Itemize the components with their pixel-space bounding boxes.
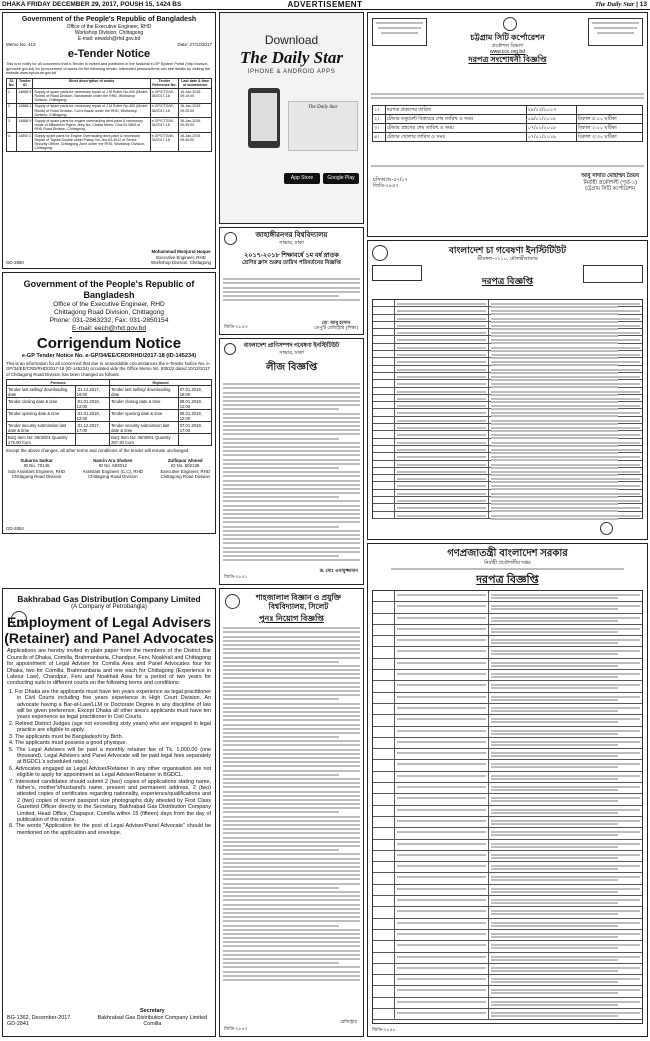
govt-title: গণপ্রজাতন্ত্রী বাংলাদেশ সরকার <box>447 548 568 559</box>
sust-signer: রেজিস্ট্রার <box>339 1019 357 1024</box>
table-cell <box>178 434 211 446</box>
table-cell: e-GP/CTG/W-34/2017-18 <box>150 118 179 133</box>
corr-sig-2: Nasrin Ara Shahen ID No. 603012 Assistant Engineer (C.C), RHD Chittagong Road Division <box>82 457 143 480</box>
table-cell: বিকাল ৩:৩০ ঘটিকা <box>576 133 642 142</box>
ju-headline: ২০১৭-২০১৮ শিক্ষাবর্ষে ১ম বর্ষ স্নাতক <box>244 252 339 259</box>
lri-sub: সাভার, ঢাকা <box>279 350 304 357</box>
etender-division: Workshop Division, Chittagong <box>74 30 144 36</box>
list-item: 8. The words "Application for the post of Legal Adviser/Panel Advocate" should be mentioned on the application and envelope. <box>9 823 211 836</box>
ccc-title: চট্টগ্রাম সিটি কর্পোরেশন <box>470 33 545 42</box>
table-cell: Supply spare parts for Engine Overhauling dent-paint & necessary Repair of Toyota Double cabin Pickup No-Jeo-63-4012 of Senior Security Officer, Chittagong Zone under the RHD, Workshop Division, Chittagong. <box>33 133 150 152</box>
table-row <box>373 106 643 115</box>
ccc-sub: প্রকৌশল বিভাগ <box>491 43 524 49</box>
table-cell: Tender security submission last date & time <box>7 422 76 434</box>
corr-office: Office of the Executive Engineer, RHD <box>53 301 165 308</box>
ccc-logo <box>503 17 517 31</box>
govt-sub: নির্বাহী প্রকৌশলীর দপ্তর <box>484 560 531 566</box>
table-row <box>7 434 212 446</box>
govt-code: জিডি-২৮৫৮ <box>372 1027 396 1032</box>
tea-sub: শ্রীমঙ্গল-৩২১০, মৌলভীবাজার <box>477 256 538 262</box>
jahangirnagar-notice <box>219 227 364 335</box>
table-cell: e-GP/CTG/W-33/2017-18 <box>150 133 179 152</box>
corr-division: Chittagong Road Division, Chittagong <box>54 309 164 316</box>
corr-footer: Except the above changes, all other terms and conditions of the tender will remain unchanged. <box>6 448 190 454</box>
table-row <box>373 133 643 142</box>
bgdcl-logo <box>11 611 27 627</box>
table-cell: :31.12.2017, 16:00 <box>75 386 109 398</box>
etender-memo: Memo No. 413 <box>6 42 36 47</box>
lri-signer: ড. মোঃ এনামুজ্জামান <box>319 568 358 574</box>
table-cell: 4 <box>7 133 17 152</box>
table-row <box>7 89 212 104</box>
list-item: 4. The applicants must possess a good physique. <box>9 740 127 747</box>
table-cell: Tender closing date & time <box>7 398 76 410</box>
etender-signer-title: Executive Engineer, RHD <box>156 254 206 260</box>
tea-institute-notice <box>367 240 648 540</box>
download-platforms: IPHONE & ANDROID APPS <box>247 69 336 75</box>
table-row <box>7 103 212 118</box>
table-cell: 2 <box>7 103 17 118</box>
ccc-code: জিডি-২৮৫৭ <box>373 183 399 190</box>
table-cell: 14888 9 <box>17 118 33 133</box>
table-cell: BoQ Item No: 06/30/01 Quantity 287.30 Cum <box>110 434 179 446</box>
bgdcl-sec-company: Bakhrabad Gas Distribution Company Limited <box>97 1014 207 1021</box>
ju-code: জিডি-২৮৫৩ <box>224 324 248 329</box>
table-cell <box>75 434 109 446</box>
table-row <box>7 398 212 410</box>
govt-notice-title: দরপত্র বিজ্ঞপ্তি <box>476 574 539 586</box>
download-ad <box>219 12 364 224</box>
tea-title: বাংলাদেশ চা গবেষণা ইনস্টিটিউট <box>448 245 567 255</box>
sust-code: জিডি-২৮৫০ <box>224 1026 248 1031</box>
tea-notice-title: দরপত্র বিজ্ঞপ্তি <box>481 276 534 286</box>
table-cell: ৪। <box>373 133 386 142</box>
ju-title: জাহাঙ্গীরনগর বিশ্ববিদ্যালয় <box>255 232 328 239</box>
table-cell: :01.01.2018, 12:00 <box>75 410 109 422</box>
corr-gov: Government of the People's Republic of Bangladesh <box>23 279 195 300</box>
sust-logo <box>225 594 240 609</box>
table-cell: 14888 2 <box>17 103 33 118</box>
lri-code: জিডি-২৮৫১ <box>224 574 248 579</box>
bgdcl-ref: BG-1362, December-2017 <box>7 1014 71 1021</box>
etender-title: e-Tender Notice <box>67 48 151 60</box>
table-cell: ২৮/১২/২০১৭ <box>526 106 576 115</box>
masthead-section: ADVERTISEMENT <box>287 0 363 9</box>
corr-code: GD-2854 <box>6 526 24 531</box>
table-cell: 16-Jan-2018 09:10:00 <box>179 89 212 104</box>
corr-sig-3: Zulfiquar Ahmed ID No. 602136 Executive Engineer, RHD Chittagong Road Division <box>160 457 210 480</box>
lri-notice-title: লীজ বিজ্ঞপ্তি <box>265 362 318 374</box>
table-cell: 16-Jan-2018 09:30:00 <box>179 118 212 133</box>
table-cell: টেন্ডার ডকুমেন্ট বিক্রয়ের শেষ তারিখ ও সময় <box>385 115 526 124</box>
table-cell: :01.01.2018, 12:00 <box>75 398 109 410</box>
table-row <box>7 386 212 398</box>
ccc-signer-office: চট্টগ্রাম সিটি কর্পোরেশন <box>585 186 636 193</box>
table-cell: Tender last selling/ downloading date <box>110 386 179 398</box>
table-cell: 14888 5 <box>17 89 33 104</box>
table-cell: 07.01.2018, 16:00 <box>178 386 211 398</box>
download-brand: The Daily Star <box>240 48 343 67</box>
table-cell: BoQ Item No: 06/30/01 Quantity 275.00 Cum <box>7 434 76 446</box>
bgdcl-title-2: (Retainer) and Panel Advocates <box>4 630 214 647</box>
table-cell: 1 <box>7 89 17 104</box>
table-cell: টেন্ডার গ্রহণের শেষ তারিখ ও সময় <box>385 124 526 133</box>
table-cell: ০৯/০১/২০১৮ <box>526 115 576 124</box>
table-cell: 08.01.2018, 12:00 <box>178 398 211 410</box>
etender-table <box>6 78 212 152</box>
table-cell: Supply of spare parts for necessary repair of J M Roller No-400 (Model: Romb) of Road Division, Cox's Bazar under the RHD, Workshop Division, Chittagong. <box>34 104 149 117</box>
etender-header-cell: Tender ID <box>17 78 33 88</box>
bgdcl-code: GD-2841 <box>7 1021 29 1028</box>
table-cell: e-GP/CTG/W-36/2017-18 <box>150 103 179 118</box>
bgdcl-sec-city: Comilla <box>143 1021 162 1028</box>
ju-logo <box>224 232 237 245</box>
ccc-notice-title: দরপত্র সংশোধনী বিজ্ঞপ্তি <box>468 55 547 64</box>
list-item: 7. Interested candidates should submit 2 (two) copies of applications stating name, father's, mother's/husband's name, present and permanent address, 2 (two) attested copies of certificates regarding nationality, experience/qualifications and 2 (two) copies of recent passport size photographs duly attested by First Class Gazetted Officer directly to the Secretary, Bakhrabad Gas Distribution Company Limited, Head Office, Chapapur, Comilla within 15 (fifteen) days from the day of publication of this notice. <box>9 778 211 823</box>
corr-table: Previous Replaced Tender last selling/ downloading date :31.12.2017, 16:00 Tender last selling/ downloading date 07.01.2018, 16:00 Tender closing date & time :01.01.2018, 12:00 Tender closing date & time 08.01.2018, 12:00 Tender opening date & time :01.01.2018, 12:00 Tender opening date & time 08.01.2018, 12:00 Tender security submission last date & time :31.12.2017, 17:00 Tender security submission last date & time 07.01.2018, 17:00 BoQ Item No: 06/30/01 Quantity 275.00 Cum BoQ Item No: 06/30/01 Quantity 287.30 Cum <box>6 379 212 446</box>
table-cell: Supply of spare parts for necessary repair of J M Roller No-400 (Model: Romb) of Road Division, Bandarban under the RHD, Workshop Division, Chittagong. <box>34 89 149 103</box>
masthead-date: DHAKA FRIDAY DECEMBER 29, 2017, POUSH 15, 1424 BS <box>2 1 182 8</box>
table-cell: ০৭/০১/২০১৮ <box>526 133 576 142</box>
ju-headline-2: শ্রেণির ক্লাস শুরুর তারিখ পরিবর্তনের বিজ্ঞপ্তি <box>242 260 341 266</box>
table-cell: 16-Jan-2018 09:20:00 <box>179 103 212 118</box>
masthead-brand: The Daily Star | 13 <box>594 1 647 8</box>
table-row <box>7 118 212 133</box>
ju-signer: মো: আবু হাসান <box>321 319 351 325</box>
table-cell: Supply of spare parts for engine overhauling dent-paint & necessary repair of Mitsubishi Pajero Jeep No. Chatta Metro: Gha-02-0853 of RHD Road Division, Chittagong. <box>33 118 150 133</box>
govt-tender-notice <box>367 543 648 1037</box>
table-cell <box>576 106 642 115</box>
table-cell: Tender opening date & time <box>110 410 179 422</box>
table-cell: Tender security submission last date & time <box>110 422 179 434</box>
etender-notice <box>2 12 216 269</box>
corr-title: Corrigendum Notice <box>36 335 182 352</box>
ctg-city-notice <box>367 12 648 237</box>
etender-header-cell: Last date & time of submission <box>179 78 212 88</box>
table-cell: 14892 2 <box>17 133 33 152</box>
list-item: 1. For Dhaka are the applicants must have ten years experience as legal practitioner in Civil Courts including five years experience in High Court Division. An advocate having a Bar-at-Law/LLM or Doctorate Degree in any discipline of law will be given preference. Except Dhaka all other area's applicants must have ten years experience as legal practitioner in Civil Courts. <box>9 688 211 721</box>
bgdcl-secretary: Secretary <box>140 1008 165 1015</box>
ccc-signer: আবু সাদাত মোহাম্মদ তৈয়ব <box>581 173 639 179</box>
table-cell: 08.01.2018, 12:00 <box>178 410 211 422</box>
download-label: Download <box>264 33 319 47</box>
table-cell: 3 <box>7 118 17 133</box>
etender-header-cell: Short description of works <box>33 78 150 88</box>
sust-title-2: বিশ্ববিদ্যালয়, সিলেট <box>268 602 329 612</box>
tea-seal <box>600 522 613 535</box>
ccc-table <box>372 105 643 142</box>
govt-table <box>372 590 643 1024</box>
table-cell: Tender closing date & time <box>110 398 179 410</box>
bgdcl-conditions <box>3 689 215 836</box>
table-cell: টেন্ডার খোলার তারিখ ও সময় <box>385 133 526 142</box>
table-cell: 07.01.2018, 17:00 <box>178 422 211 434</box>
etender-date: Date: 27/12/2017 <box>177 42 212 47</box>
google-play-button[interactable]: Google Play <box>323 173 359 184</box>
etender-email: E-mail: eewdch@rhd.gov.bd <box>77 36 141 42</box>
etender-gov: Government of the People's Republic of Bangladesh <box>21 16 197 23</box>
sust-notice <box>219 588 364 1037</box>
table-cell: ১। <box>373 106 386 115</box>
table-cell: :31.12.2017, 17:00 <box>75 422 109 434</box>
etender-intro: This is to notify for all concerned that e-Tender is invited and published in the National e-GP System Portal (http://www.e-gprocure.gov.bd) for procurement of works for the following tender. Interested persons/firms can see details by visiting the website www.eprocure.gov.bd <box>6 62 211 76</box>
etender-header-cell: Sl. No. <box>7 78 17 88</box>
corr-ref: e-GP Tender Notice No. e-GP/34/EE/CRD/RHD/2017-18 (ID-145234) <box>21 353 197 359</box>
table-cell: 16-Jan-2018 09:40:00 <box>179 133 212 152</box>
list-item: 5. The Legal Advisers will be paid a monthly retainer fee of Tk. 1,000.00 (one thousand). Legal Advisers and Panel Advocate will be paid legal fees separately at BGDCL's scheduled rate(s). <box>9 746 211 766</box>
corr-email[interactable]: E-mail: eech@rhd.gov.bd <box>71 325 146 332</box>
ju-sub: সাভার, ঢাকা <box>279 240 304 246</box>
ju-signer-title: ডেপুটি রেজিস্ট্রার (শিক্ষা) <box>313 325 358 331</box>
tablet-illustration: The Daily Star <box>288 101 358 151</box>
table-cell: ৩। <box>373 124 386 133</box>
ccc-web[interactable]: www.ccc.org.bd <box>489 49 525 55</box>
etender-office: Office of the Executive Engineer, RHD <box>66 24 152 30</box>
table-row <box>7 422 212 434</box>
lri-logo <box>224 343 236 355</box>
ccc-signer-title: নির্বাহী প্রকৌশলী (পূর্ত-১) <box>583 179 637 186</box>
table-cell: e-GP/CTG/W-35/2017-18 <box>150 89 179 104</box>
list-item: 2. Retired District Judges (age not exceeding sixty years) who are engaged in legal practice are eligible to apply. <box>9 720 211 734</box>
table-cell: দরপত্র প্রকাশের তারিখ <box>385 106 526 115</box>
table-cell: ২। <box>373 115 386 124</box>
bgdcl-intro: Applications are hereby invited in plain paper from the members of the District Bar Councils of Dhaka, Comilla, Brahmanbaria, Chandpur, Feni, Noakhali and Chittagong for appointment of Legal Adviser for Comilla Area and Panel Advocates four for Dhaka, two for Comilla, Brahmanbaria and one each for Chittagong (Experience in Labour Law), Chandpur, Feni and Noakhali Area for a period of two years for conducting suits in different courts on the following terms and conditions: <box>7 648 211 687</box>
bgdcl-title-1: Employment of Legal Advisers <box>6 614 212 631</box>
sust-notice-title: পুনঃ নিয়োগ বিজ্ঞপ্তি <box>259 613 324 623</box>
bgdcl-notice <box>2 588 216 1037</box>
ccc-memo: চসিক/প্রঃ-৫৭/১৭ <box>373 177 408 183</box>
lease-notice <box>219 338 364 585</box>
table-row <box>373 115 643 124</box>
etender-code: GD-2860 <box>6 260 24 265</box>
corr-sig-1: Subarna Sarkar ID No. 70146 Sub Assistant Engineer, RHD Chittagong Road Division <box>8 457 66 480</box>
sust-title: শাহজালাল বিজ্ঞান ও প্রযুক্তি <box>255 593 342 602</box>
list-item: 3. The applicants must be Bangladeshi by Birth. <box>9 733 124 740</box>
lri-title: বাংলাদেশ প্রাণিসম্পদ গবেষণা ইনস্টিটিউট <box>243 343 340 349</box>
table-row <box>7 410 212 422</box>
bgdcl-sub: (A Company of Petrobangla) <box>71 604 147 610</box>
corr-phone: Phone: 031-2863232, Fax: 031-2850154 <box>49 317 169 324</box>
app-store-button[interactable]: App Store <box>284 173 320 184</box>
bgdcl-company: Bakhrabad Gas Distribution Company Limited <box>17 594 201 604</box>
tea-table <box>372 299 643 519</box>
table-cell: ০৭/০১/২০১৮ <box>526 124 576 133</box>
table-cell: Tender last selling/ downloading date <box>7 386 76 398</box>
table-cell: বিকাল ২:০০ ঘটিকা <box>576 124 642 133</box>
list-item: 6. Advocates engaged as Legal Adviser/Retainer in any other organisation are not eligible to apply for appointment as Legal Adviser/Retainer in BGDCL. <box>9 765 211 779</box>
etender-signer-office: Workshop Division, Chittagong <box>151 259 211 265</box>
etender-header-cell: Tender Reference No. <box>150 78 179 88</box>
table-row <box>7 133 212 152</box>
corr-intro: This is an information for all concerned that due to unavoidable circumstances the e-Tender Notice No. e-GP/34/EE/CRD/RHD/2017-18 (ID-145234) circulated vide the Office Memo No. 9352/2 dated 10/12/2017 of Chittagong Road Division has been changed as follows: <box>6 361 211 377</box>
corrigendum-notice <box>2 272 216 534</box>
etender-signer: Mohammad Monjurul Hoque <box>151 249 211 255</box>
tea-logo <box>372 245 388 261</box>
table-cell: Tender opening date & time <box>7 410 76 422</box>
table-row <box>373 124 643 133</box>
table-cell: বিকাল ৫:০০ ঘটিকা <box>576 115 642 124</box>
masthead <box>0 0 650 10</box>
